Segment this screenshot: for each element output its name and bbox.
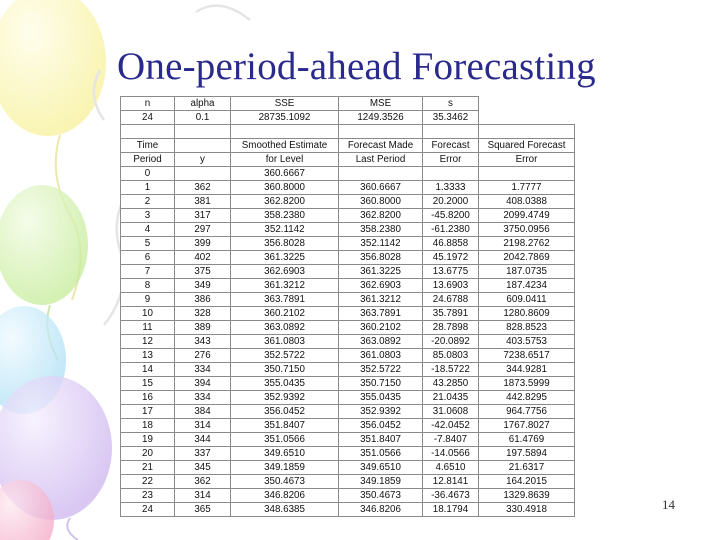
table-cell: 360.6667 (339, 181, 423, 195)
table-row (121, 363, 575, 377)
table-cell: 0.1 (175, 111, 231, 125)
table-cell: 20 (121, 447, 175, 461)
table-cell: Time (121, 139, 175, 153)
table-cell: 1280.8609 (479, 307, 575, 321)
table-cell: 352.9392 (339, 405, 423, 419)
params-header-row (121, 97, 575, 111)
table-cell: 7238.6517 (479, 349, 575, 363)
table-cell: 363.0892 (339, 335, 423, 349)
table-cell: 85.0803 (423, 349, 479, 363)
table-cell: 360.2102 (339, 321, 423, 335)
table-cell: 314 (175, 489, 231, 503)
column-header-row (121, 139, 575, 153)
table-cell: 1767.8027 (479, 419, 575, 433)
table-cell: 13.6775 (423, 265, 479, 279)
table-cell: 297 (175, 223, 231, 237)
table-cell: 352.1142 (339, 237, 423, 251)
table-cell: 343 (175, 335, 231, 349)
table-row (121, 503, 575, 517)
table-cell: 363.0892 (231, 321, 339, 335)
table-cell: 21.0435 (423, 391, 479, 405)
table-cell: 6 (121, 251, 175, 265)
table-cell: 23 (121, 489, 175, 503)
table-row (121, 279, 575, 293)
table-cell: 403.5753 (479, 335, 575, 349)
table-cell: 358.2380 (231, 209, 339, 223)
table-cell: 350.4673 (339, 489, 423, 503)
table-cell (339, 167, 423, 181)
table-cell: -18.5722 (423, 363, 479, 377)
table-cell: Error (423, 153, 479, 167)
table-cell: 14 (121, 363, 175, 377)
table-cell: 2042.7869 (479, 251, 575, 265)
table-cell: 356.8028 (339, 251, 423, 265)
table-cell: 352.9392 (231, 391, 339, 405)
table-cell: 19 (121, 433, 175, 447)
table-row (121, 293, 575, 307)
table-row (121, 377, 575, 391)
table-cell: 352.5722 (339, 363, 423, 377)
table-cell: for Level (231, 153, 339, 167)
table-cell: 3 (121, 209, 175, 223)
table-cell: 394 (175, 377, 231, 391)
table-cell: 352.1142 (231, 223, 339, 237)
table-row (121, 251, 575, 265)
table-cell: 350.7150 (231, 363, 339, 377)
table-cell: 351.8407 (339, 433, 423, 447)
table-cell: s (423, 97, 479, 111)
table-cell: 7 (121, 265, 175, 279)
table-cell: -36.4673 (423, 489, 479, 503)
table-cell: 351.0566 (339, 447, 423, 461)
table-cell: 408.0388 (479, 195, 575, 209)
table-cell: 18 (121, 419, 175, 433)
table-cell: 365 (175, 503, 231, 517)
table-cell: 35.3462 (423, 111, 479, 125)
table-cell: 197.5894 (479, 447, 575, 461)
table-cell: 35.7891 (423, 307, 479, 321)
table-cell: 351.8407 (231, 419, 339, 433)
table-cell: 4 (121, 223, 175, 237)
table-cell: 361.3212 (339, 293, 423, 307)
table-cell: 31.0608 (423, 405, 479, 419)
table-cell: 334 (175, 391, 231, 405)
table-cell: 164.2015 (479, 475, 575, 489)
table-cell: 442.8295 (479, 391, 575, 405)
table-cell: 13 (121, 349, 175, 363)
table-cell: Forecast Made (339, 139, 423, 153)
table-row (121, 167, 575, 181)
table-cell: 1873.5999 (479, 377, 575, 391)
table-row (121, 321, 575, 335)
table-cell: 2099.4749 (479, 209, 575, 223)
table-cell: 16 (121, 391, 175, 405)
table-cell: 362.6903 (231, 265, 339, 279)
table-cell (479, 167, 575, 181)
table-cell: 362.6903 (339, 279, 423, 293)
table-cell: 964.7756 (479, 405, 575, 419)
table-row (121, 391, 575, 405)
table-cell: MSE (339, 97, 423, 111)
table-cell: Forecast (423, 139, 479, 153)
table-cell: 362 (175, 181, 231, 195)
table-cell: 328 (175, 307, 231, 321)
table-cell: 22 (121, 475, 175, 489)
table-row (121, 181, 575, 195)
table-cell: 24 (121, 503, 175, 517)
table-cell: 362.8200 (231, 195, 339, 209)
table-cell: 381 (175, 195, 231, 209)
table-cell: 12.8141 (423, 475, 479, 489)
table-cell: 363.7891 (339, 307, 423, 321)
table-cell: 1329.8639 (479, 489, 575, 503)
table-cell: SSE (231, 97, 339, 111)
table-cell (175, 167, 231, 181)
table-cell: -45.8200 (423, 209, 479, 223)
table-cell: 46.8858 (423, 237, 479, 251)
slide-title: One-period-ahead Forecasting (117, 45, 596, 88)
table-cell: 10 (121, 307, 175, 321)
table-cell: 344.9281 (479, 363, 575, 377)
forecast-table (120, 96, 575, 517)
table-cell: 361.3212 (231, 279, 339, 293)
table-cell: 337 (175, 447, 231, 461)
table-cell: -7.8407 (423, 433, 479, 447)
table-cell: 61.4769 (479, 433, 575, 447)
table-cell (339, 125, 423, 139)
table-cell: 350.4673 (231, 475, 339, 489)
table-cell: 609.0411 (479, 293, 575, 307)
table-cell: Period (121, 153, 175, 167)
table-cell: 13.6903 (423, 279, 479, 293)
table-row (121, 237, 575, 251)
table-cell: 389 (175, 321, 231, 335)
table-row (121, 475, 575, 489)
table-cell: 15 (121, 377, 175, 391)
table-row (121, 223, 575, 237)
table-cell (121, 125, 175, 139)
table-cell: 187.0735 (479, 265, 575, 279)
table-cell: 1.7777 (479, 181, 575, 195)
table-cell: 356.0452 (231, 405, 339, 419)
table-cell (231, 125, 339, 139)
table-cell: 276 (175, 349, 231, 363)
table-cell: 11 (121, 321, 175, 335)
table-cell: 361.0803 (231, 335, 339, 349)
table-cell: 384 (175, 405, 231, 419)
table-cell: -61.2380 (423, 223, 479, 237)
table-cell: 360.2102 (231, 307, 339, 321)
table-cell: 187.4234 (479, 279, 575, 293)
table-cell: Smoothed Estimate (231, 139, 339, 153)
table-cell: 344 (175, 433, 231, 447)
table-row (121, 489, 575, 503)
table-cell: 9 (121, 293, 175, 307)
table-cell: 402 (175, 251, 231, 265)
table-row (121, 265, 575, 279)
table-cell: 362.8200 (339, 209, 423, 223)
table-cell: 43.2850 (423, 377, 479, 391)
table-cell: 8 (121, 279, 175, 293)
table-cell: 356.0452 (339, 419, 423, 433)
table-cell: -20.0892 (423, 335, 479, 349)
table-cell: 20.2000 (423, 195, 479, 209)
table-cell: 28.7898 (423, 321, 479, 335)
table-row (121, 349, 575, 363)
table-cell: 330.4918 (479, 503, 575, 517)
table-cell: 314 (175, 419, 231, 433)
table-cell: 352.5722 (231, 349, 339, 363)
table-row (121, 405, 575, 419)
table-cell (423, 167, 479, 181)
table-cell: 1.3333 (423, 181, 479, 195)
table-cell: 356.8028 (231, 237, 339, 251)
table-row (121, 307, 575, 321)
table-cell: alpha (175, 97, 231, 111)
table-cell: 362 (175, 475, 231, 489)
column-header-row (121, 153, 575, 167)
table-row (121, 195, 575, 209)
table-cell: 4.6510 (423, 461, 479, 475)
table-cell: 0 (121, 167, 175, 181)
table-cell: 334 (175, 363, 231, 377)
table-cell: 399 (175, 237, 231, 251)
table-row (121, 447, 575, 461)
table-cell: Last Period (339, 153, 423, 167)
table-cell: 349.6510 (231, 447, 339, 461)
table-cell: 317 (175, 209, 231, 223)
table-cell: 12 (121, 335, 175, 349)
table-cell: 346.8206 (231, 489, 339, 503)
table-cell: 349.6510 (339, 461, 423, 475)
table-cell: 386 (175, 293, 231, 307)
table-cell: y (175, 153, 231, 167)
table-cell (175, 125, 231, 139)
table-row (121, 335, 575, 349)
table-cell: 363.7891 (231, 293, 339, 307)
table-cell (423, 125, 479, 139)
params-value-row (121, 111, 575, 125)
table-cell: 24 (121, 111, 175, 125)
table-cell: 2198.2762 (479, 237, 575, 251)
table-cell: 345 (175, 461, 231, 475)
table-cell: 24.6788 (423, 293, 479, 307)
table-row (121, 209, 575, 223)
spacer-row (121, 125, 575, 139)
table-cell: 45.1972 (423, 251, 479, 265)
table-cell: 361.3225 (231, 251, 339, 265)
table-cell: 349 (175, 279, 231, 293)
table-cell: n (121, 97, 175, 111)
table-cell: Squared Forecast (479, 139, 575, 153)
table-cell (175, 139, 231, 153)
table-cell: 828.8523 (479, 321, 575, 335)
table-cell: 3750.0956 (479, 223, 575, 237)
table-cell: -42.0452 (423, 419, 479, 433)
table-cell: 360.8000 (231, 181, 339, 195)
table-cell: 361.0803 (339, 349, 423, 363)
table-cell: 349.1859 (231, 461, 339, 475)
table-cell: 348.6385 (231, 503, 339, 517)
table-cell: 350.7150 (339, 377, 423, 391)
table-cell: 21.6317 (479, 461, 575, 475)
table-cell: 18.1794 (423, 503, 479, 517)
table-cell: Error (479, 153, 575, 167)
page-number: 14 (662, 497, 675, 512)
table-row (121, 419, 575, 433)
table-row (121, 461, 575, 475)
table-cell: 360.8000 (339, 195, 423, 209)
table-row (121, 433, 575, 447)
table-cell: 28735.1092 (231, 111, 339, 125)
table-cell: 360.6667 (231, 167, 339, 181)
table-cell: 2 (121, 195, 175, 209)
table-cell: 375 (175, 265, 231, 279)
table-cell: 351.0566 (231, 433, 339, 447)
table-cell: -14.0566 (423, 447, 479, 461)
table-cell: 21 (121, 461, 175, 475)
table-cell (479, 125, 575, 139)
table-cell: 346.8206 (339, 503, 423, 517)
table-cell: 349.1859 (339, 475, 423, 489)
table-cell: 355.0435 (231, 377, 339, 391)
table-cell: 5 (121, 237, 175, 251)
table-cell: 1249.3526 (339, 111, 423, 125)
table-cell: 1 (121, 181, 175, 195)
table-cell: 361.3225 (339, 265, 423, 279)
table-cell: 358.2380 (339, 223, 423, 237)
table-cell: 355.0435 (339, 391, 423, 405)
table-cell: 17 (121, 405, 175, 419)
